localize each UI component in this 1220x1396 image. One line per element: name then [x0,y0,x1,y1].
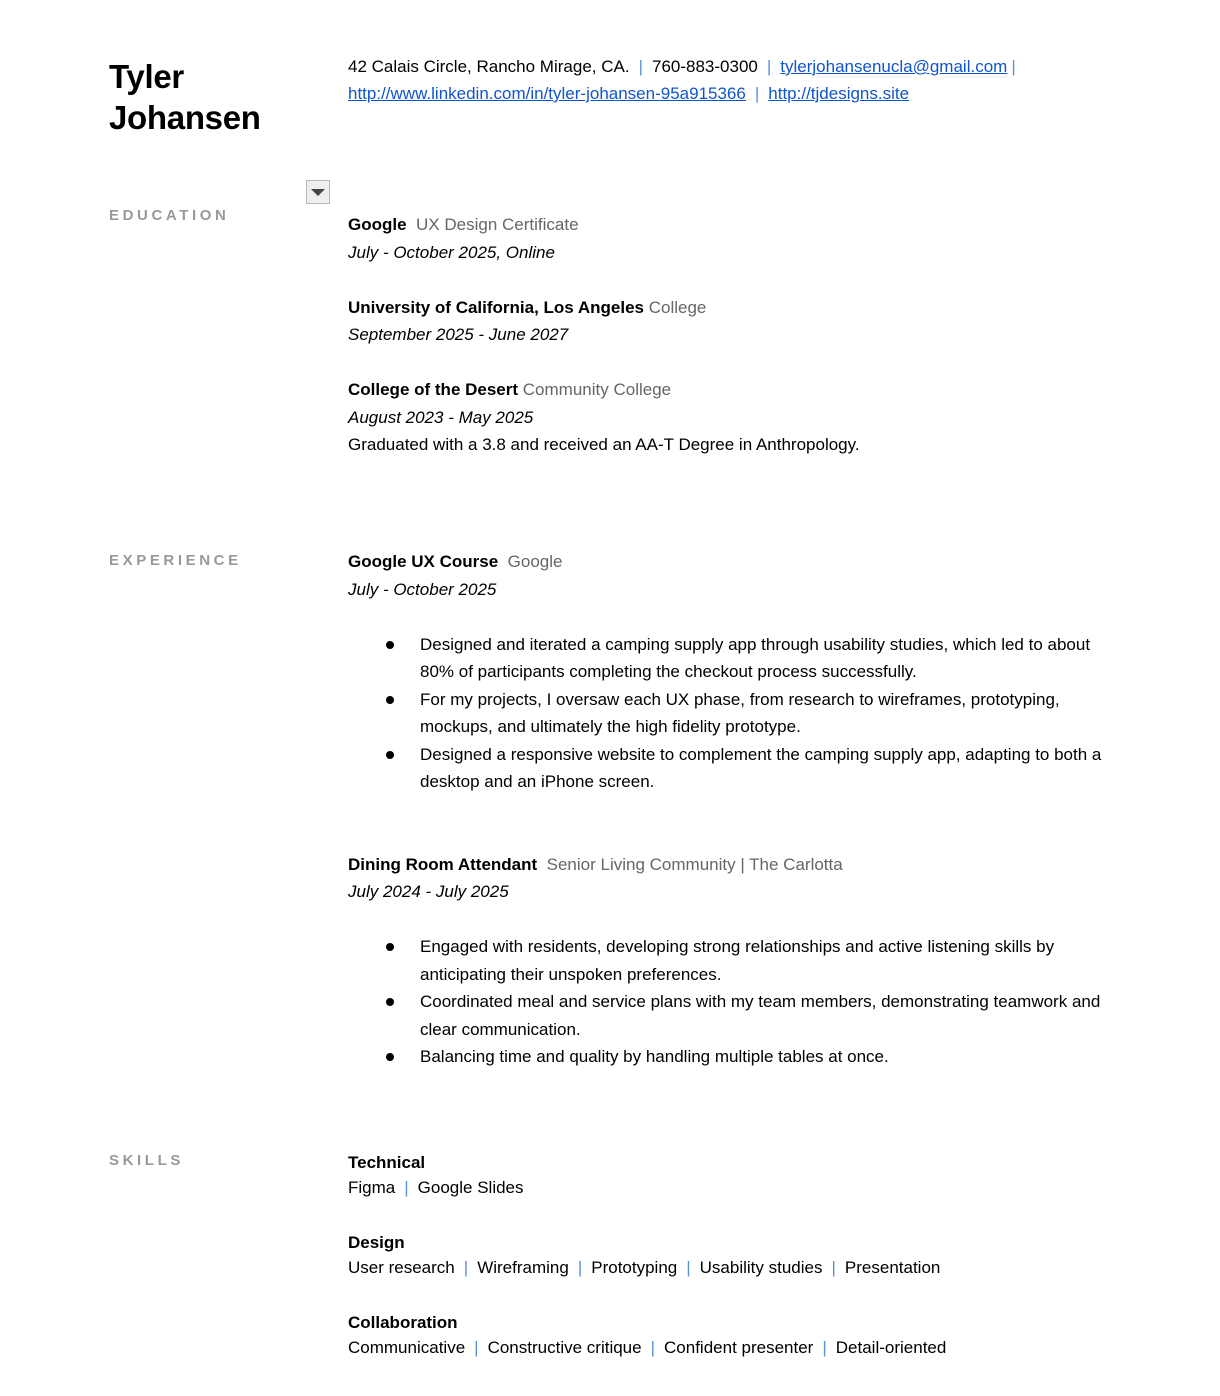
entry-note: Graduated with a 3.8 and received an AA-T Degree in Anthropology. [348,435,860,454]
education-entry [348,376,1108,459]
section-dropdown-button[interactable] [306,180,330,204]
experience-section [348,548,1108,1071]
separator: | [463,1258,469,1277]
skill-item: Detail-oriented [835,1338,947,1357]
skill-item: User research [348,1258,455,1277]
bullet-text: Designed a responsive website to complement the camping supply app, adapting to both a desktop and an iPhone screen. [420,744,1102,791]
separator: | [766,57,772,76]
list-item [348,741,1108,796]
skill-item: Presentation [844,1258,941,1277]
bullet-text: Designed and iterated a camping supply app through usability studies, which led to about 80% of participants completing the checkout process successfully. [420,634,1091,681]
skill-item: Prototyping [591,1258,678,1277]
list-item [348,631,1108,686]
entry-date: September 2025 - June 2027 [348,325,569,344]
experience-label: EXPERIENCE [109,552,242,569]
skill-heading: Technical [348,1153,426,1172]
bullet-text: Balancing time and quality by handling multiple tables at once. [420,1047,889,1066]
separator: | [686,1258,691,1277]
address: 42 Calais Circle, Rancho Mirage, CA. [348,57,630,76]
first-name: Tyler [109,58,184,95]
bullet-list [348,631,1108,796]
skill-group [348,1150,1108,1200]
entry-title: College of the Desert [348,380,519,399]
entry-date: August 2023 - May 2025 [348,407,534,427]
bullet-icon [386,998,394,1006]
list-item [348,988,1108,1043]
bullet-icon [386,1053,394,1061]
experience-entry [348,851,1108,1071]
bullet-icon [386,641,394,649]
bullet-text: Coordinated meal and service plans with my team members, demonstrating teamwork and clear communication. [420,992,1101,1039]
entry-org: Senior Living Community | The Carlotta [546,854,843,874]
list-item [348,1043,1108,1071]
skill-row [348,1255,1108,1280]
bullet-text: For my projects, I oversaw each UX phase, from research to wireframes, prototyping, mockups, and ultimately the high fidelity prototype. [420,689,1060,736]
email-link[interactable]: tylerjohansenucla@gmail.com [780,57,1008,76]
bullet-icon [386,751,394,759]
bullet-icon [386,696,394,704]
entry-org: Community College [522,380,672,399]
skill-row [348,1335,1108,1360]
skill-item: Constructive critique [487,1338,642,1357]
entry-org: UX Design Certificate [416,215,579,234]
skill-item: Wireframing [477,1258,569,1277]
skill-group [348,1310,1108,1360]
entry-title: Google [348,215,407,234]
skills-label: SKILLS [109,1152,184,1169]
separator: | [404,1178,409,1197]
entry-org: Google [507,552,563,571]
separator: | [577,1258,583,1277]
chevron-down-icon [311,189,325,196]
entry-org: College [648,297,707,317]
entry-date: July - October 2025 [348,579,497,599]
bullet-text: Engaged with residents, developing strong relationships and active listening skills by anticipating their unspoken preferences. [420,937,1055,984]
entry-title: Google UX Course [348,552,499,571]
website-link[interactable]: http://tjdesigns.site [768,84,910,103]
experience-entry [348,548,1108,796]
skill-item: Communicative [348,1338,466,1357]
separator: | [822,1338,827,1357]
education-label: EDUCATION [109,207,230,224]
education-entry [348,294,1108,349]
list-item [348,686,1108,741]
bullet-icon [386,943,394,951]
entry-date: July - October 2025, Online [348,242,555,262]
bullet-list [348,933,1108,1071]
separator: | [831,1258,836,1277]
entry-date: July 2024 - July 2025 [348,882,509,901]
entry-title: Dining Room Attendant [348,854,538,874]
separator: | [638,57,643,76]
skills-section [348,1150,1108,1360]
contact-info [348,53,1128,107]
skill-item: Figma [348,1178,396,1197]
skill-row [348,1175,1108,1200]
separator: | [754,84,760,103]
skill-heading: Collaboration [348,1313,458,1332]
separator: | [650,1338,656,1357]
entry-title: University of California, Los Angeles [348,297,644,317]
skill-group [348,1230,1108,1280]
linkedin-link[interactable]: http://www.linkedin.com/in/tyler-johansen-95a915366 [348,84,746,103]
separator: | [1011,57,1016,76]
education-section [348,211,1108,459]
education-entry [348,211,1108,266]
list-item [348,933,1108,988]
last-name: Johansen [109,99,261,136]
skill-item: Google Slides [417,1178,524,1197]
skill-item: Confident presenter [664,1338,814,1357]
name-block [109,56,299,138]
skill-heading: Design [348,1233,405,1252]
skill-item: Usability studies [699,1258,823,1277]
separator: | [474,1338,479,1357]
phone: 760-883-0300 [651,57,758,76]
